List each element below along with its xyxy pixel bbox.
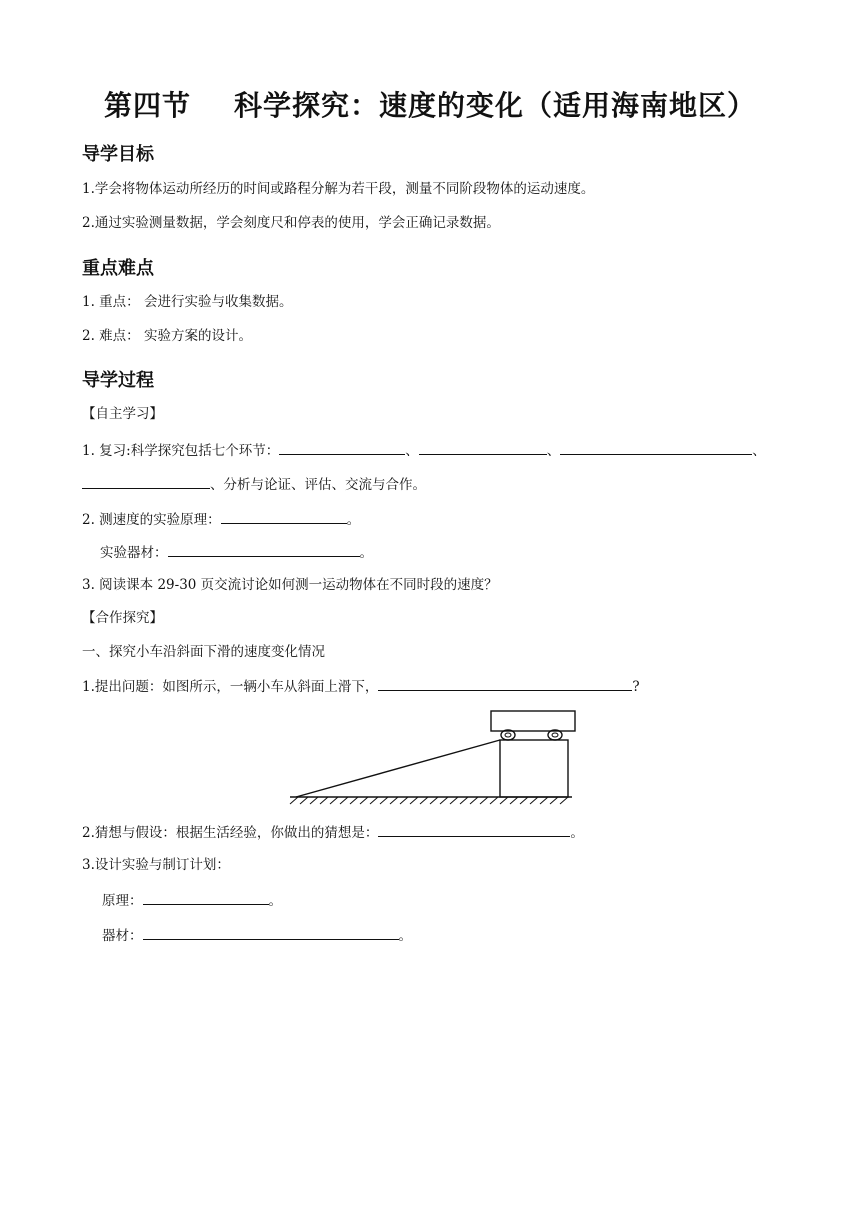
answer-blank[interactable] (82, 474, 210, 489)
key-point-2: 2. 难点： 实验方案的设计。 (82, 328, 252, 344)
q1-suffix: 、分析与论证、评估、交流与合作。 (210, 477, 426, 493)
materials-label: 实验器材： (100, 545, 168, 561)
answer-blank[interactable] (560, 440, 752, 455)
ground-hatching (290, 797, 568, 804)
coop-q1-prefix: 1.提出问题：如图所示，一辆小车从斜面上滑下， (82, 679, 379, 695)
principle-label: 原理： (102, 893, 143, 909)
answer-blank[interactable] (143, 925, 399, 940)
goal-item-2: 2.通过实验测量数据，学会刻度尺和停表的使用，学会正确记录数据。 (82, 215, 500, 231)
materials-label: 器材： (102, 928, 143, 944)
heading-goals: 导学目标 (82, 144, 154, 165)
self-study-q1-cont (82, 474, 426, 494)
incline-cart-figure (282, 700, 582, 808)
heading-process: 导学过程 (82, 370, 154, 391)
heading-key-points: 重点难点 (82, 258, 154, 279)
self-study-label: 【自主学习】 (82, 406, 163, 422)
coop-q2-prefix: 2.猜想与假设：根据生活经验，你做出的猜想是： (82, 825, 379, 841)
period: 。 (398, 928, 412, 944)
coop-principle (102, 890, 282, 910)
page-title: 第四节 科学探究：速度的变化（适用海南地区） (104, 89, 756, 122)
self-study-q2 (82, 509, 360, 529)
key-point-1: 1. 重点： 会进行实验与收集数据。 (82, 294, 293, 310)
answer-blank[interactable] (168, 542, 360, 557)
coop-part1: 一、探究小车沿斜面下滑的速度变化情况 (82, 644, 325, 660)
answer-blank[interactable] (279, 440, 405, 455)
period: 。 (346, 512, 361, 528)
answer-blank[interactable] (378, 822, 570, 837)
q1-prefix: 1. 复习:科学探究包括七个环节： (82, 443, 280, 459)
answer-blank[interactable] (143, 890, 269, 905)
coop-label: 【合作探究】 (82, 610, 163, 626)
coop-q3: 3.设计实验与制订计划： (82, 857, 230, 873)
coop-q2 (82, 822, 584, 842)
coop-q1 (82, 676, 640, 696)
separator: 、 (546, 443, 561, 459)
answer-blank[interactable] (419, 440, 547, 455)
period: 。 (268, 893, 282, 909)
answer-blank[interactable] (378, 676, 632, 691)
answer-blank[interactable] (221, 509, 347, 524)
goal-item-1: 1.学会将物体运动所经历的时间或路程分解为若干段，测量不同阶段物体的运动速度。 (82, 181, 595, 197)
self-study-q3: 3. 阅读课本 29-30 页交流讨论如何测一运动物体在不同时段的速度？ (82, 577, 498, 593)
separator: 、 (405, 443, 419, 459)
period: 。 (359, 545, 373, 561)
self-study-materials (100, 542, 373, 562)
coop-q2-suffix: 。 (570, 825, 584, 841)
incline-line (296, 740, 500, 797)
cart-body (491, 711, 575, 731)
separator: 、 (752, 443, 766, 459)
coop-materials (102, 925, 412, 945)
coop-q1-suffix: ? (632, 679, 640, 695)
self-study-q1 (82, 440, 766, 460)
support-block (500, 740, 568, 797)
q2-prefix: 2. 测速度的实验原理： (82, 512, 221, 528)
